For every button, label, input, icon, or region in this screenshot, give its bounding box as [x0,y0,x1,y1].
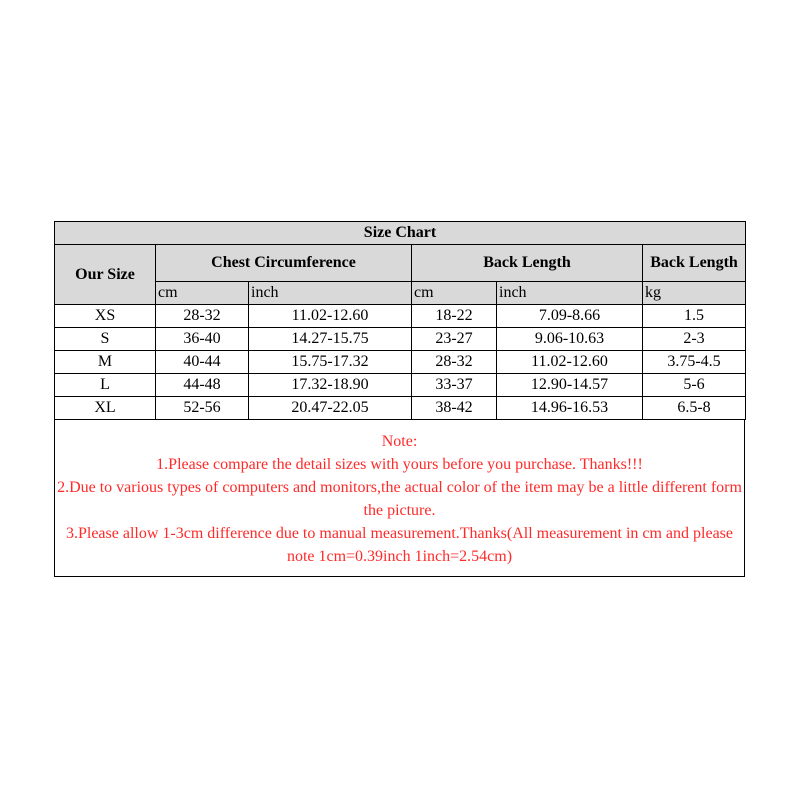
header-back-length-weight: Back Length [643,245,746,282]
cell-chest-cm: 28-32 [156,305,249,328]
cell-back-inch: 7.09-8.66 [497,305,643,328]
cell-weight-kg: 5-6 [643,374,746,397]
unit-weight-kg: kg [643,282,746,305]
cell-back-inch: 12.90-14.57 [497,374,643,397]
unit-back-inch: inch [497,282,643,305]
note-line-2: 2.Due to various types of computers and monitors,the actual color of the item may be a little different form the picture. [57,479,742,519]
cell-size: M [55,351,156,374]
cell-chest-inch: 20.47-22.05 [249,397,412,420]
cell-chest-cm: 36-40 [156,328,249,351]
note-section [54,420,745,577]
table-row [55,305,746,328]
cell-size: L [55,374,156,397]
table-row [55,328,746,351]
cell-chest-inch: 17.32-18.90 [249,374,412,397]
size-chart [54,221,745,577]
note-heading: Note: [381,433,418,450]
note-line-1: 1.Please compare the detail sizes with yours before you purchase. Thanks!!! [156,456,643,473]
table-row [55,351,746,374]
note-line-3: 3.Please allow 1-3cm difference due to manual measurement.Thanks(All measurement in cm and please note 1cm=0.39inch 1inch=2.54cm) [65,525,734,565]
cell-back-cm: 18-22 [412,305,497,328]
cell-size: S [55,328,156,351]
cell-back-cm: 38-42 [412,397,497,420]
table-row [55,374,746,397]
unit-chest-inch: inch [249,282,412,305]
cell-size: XS [55,305,156,328]
cell-chest-cm: 44-48 [156,374,249,397]
header-our-size: Our Size [55,245,156,305]
table-row [55,397,746,420]
cell-weight-kg: 6.5-8 [643,397,746,420]
cell-chest-inch: 11.02-12.60 [249,305,412,328]
unit-back-cm: cm [412,282,497,305]
cell-chest-inch: 14.27-15.75 [249,328,412,351]
cell-back-cm: 33-37 [412,374,497,397]
cell-chest-cm: 52-56 [156,397,249,420]
cell-chest-cm: 40-44 [156,351,249,374]
cell-weight-kg: 1.5 [643,305,746,328]
header-back-length: Back Length [412,245,643,282]
cell-back-cm: 23-27 [412,328,497,351]
cell-back-cm: 28-32 [412,351,497,374]
cell-back-inch: 14.96-16.53 [497,397,643,420]
size-chart-title: Size Chart [55,222,746,245]
cell-weight-kg: 3.75-4.5 [643,351,746,374]
header-chest-circumference: Chest Circumference [156,245,412,282]
unit-chest-cm: cm [156,282,249,305]
cell-back-inch: 9.06-10.63 [497,328,643,351]
cell-back-inch: 11.02-12.60 [497,351,643,374]
cell-chest-inch: 15.75-17.32 [249,351,412,374]
cell-size: XL [55,397,156,420]
size-chart-table [54,221,746,420]
cell-weight-kg: 2-3 [643,328,746,351]
